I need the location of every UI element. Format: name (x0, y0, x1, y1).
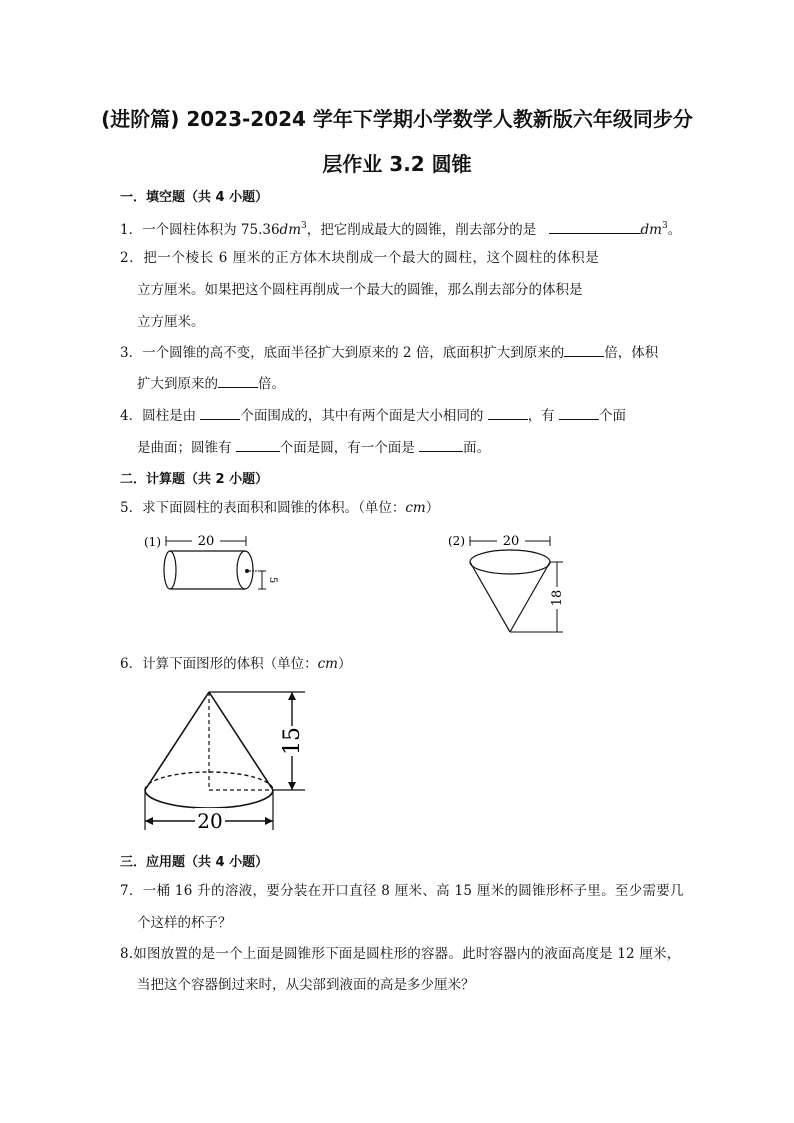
question-7-line1 (120, 881, 684, 901)
q2-number: 2． (120, 250, 144, 266)
page-title-line2: 层作业 3.2 圆锥 (322, 152, 472, 176)
q1-text-b: ，把它削成最大的圆锥，削去部分的是 (306, 222, 537, 238)
q3-blank-2[interactable] (218, 373, 258, 388)
cone-right-side (209, 692, 273, 790)
q7-line1: 一桶 16 升的溶液，要分装在开口直径 8 厘米、高 15 厘米的圆锥形杯子里。至少需要几 (142, 883, 684, 899)
q5-unit: cm (405, 500, 426, 516)
q6-unit: cm (317, 656, 338, 672)
fig1-right-end (237, 551, 253, 589)
q4-blank-2[interactable] (488, 405, 528, 420)
question-8-line2 (137, 975, 697, 995)
question-8-line1 (120, 944, 680, 964)
q3-line1-a: 一个圆锥的高不变，底面半径扩大到原来的 2 倍，底面积扩大到原来的 (142, 345, 565, 361)
page-title-line1: (进阶篇) 2023-2024 学年下学期小学数学人教新版六年级同步分 (101, 107, 693, 131)
cone-height-label: 15 (280, 727, 305, 755)
q4-number: 4． (120, 408, 143, 424)
q3-line1-b: 倍，体积 (604, 345, 659, 361)
q3-line2-a: 扩大到原来的 (137, 376, 218, 392)
q1-exponent: 3 (301, 221, 307, 231)
fig2-diameter-label: 20 (502, 534, 520, 549)
q4-line2-a: 是曲面；圆锥有 (137, 440, 232, 456)
fig1-radius-label: 5 (267, 576, 278, 584)
q2-line3: 立方厘米。 (137, 314, 205, 330)
q1-text-a: 一个圆柱体积为 75.36 (142, 222, 280, 238)
q4-line2-c: 面。 (463, 440, 491, 456)
q5-text: 求下面圆柱的表面积和圆锥的体积。（单位： (142, 500, 406, 516)
question-3-line1 (120, 342, 680, 363)
q6-number: 6． (120, 656, 143, 672)
question-2-line1 (120, 248, 680, 268)
q4-line2-b: 个面是圆，有一个面是 (279, 440, 415, 456)
q1-number: 1． (120, 222, 143, 238)
cone-left-side (145, 692, 209, 790)
q1-unit: dm (279, 222, 301, 238)
question-4-line2 (137, 437, 697, 458)
section-heading-application: 三．应用题（共 4 小题） (120, 855, 269, 870)
fig2-height-label: 18 (550, 589, 565, 607)
section-heading-calculation: 二．计算题（共 2 小题） (120, 472, 269, 487)
q6-text: 计算下面图形的体积（单位： (142, 656, 318, 672)
q4-blank-4[interactable] (236, 437, 280, 452)
q8-line2: 当把这个容器倒过来时，从尖部到液面的高是多少厘米？ (137, 977, 475, 993)
fig1-center-dot (245, 569, 249, 573)
question-5 (120, 498, 680, 518)
question-2-line3 (137, 312, 697, 332)
q6-close: ） (337, 656, 352, 672)
q5-close: ） (425, 500, 440, 516)
q4-blank-3[interactable] (559, 405, 599, 420)
q1-answer-blank[interactable] (549, 219, 641, 234)
q8-line1: 如图放置的是一个上面是圆锥形下面是圆柱形的容器。此时容器内的液面高度是 12 厘米， (133, 946, 681, 962)
q8-number: 8. (120, 946, 134, 962)
cone-base (145, 790, 273, 808)
figure-inverted-cone (445, 530, 575, 640)
q1-exponent-2: 3 (661, 221, 668, 231)
question-7-line2 (137, 913, 697, 933)
section-heading-fill-blank: 一．填空题（共 4 小题） (120, 190, 269, 205)
figure-upright-cone (135, 680, 315, 835)
cone-diameter-label: 20 (197, 809, 223, 833)
q2-line2: 立方厘米。如果把这个圆柱再削成一个最大的圆锥，那么削去部分的体积是 (137, 282, 583, 298)
q4-line1-a: 圆柱是由 (142, 408, 197, 424)
question-3-line2 (137, 373, 697, 394)
q4-blank-1[interactable] (200, 405, 240, 420)
fig1-left-end (164, 551, 176, 589)
fig2-base (470, 550, 550, 574)
q3-number: 3． (120, 345, 143, 361)
q4-line1-b: 个面围成的，其中有两个面是大小相同的 (240, 408, 484, 424)
figure-cylinder (140, 530, 280, 600)
q2-line1: 把一个棱长 6 厘米的正方体木块削成一个最大的圆柱，这个圆柱的体积是 (143, 250, 600, 266)
q4-blank-5[interactable] (419, 437, 463, 452)
question-1 (120, 216, 680, 240)
q4-line1-c: ，有 (527, 408, 555, 424)
question-6 (120, 654, 680, 674)
fig1-label: (1) (144, 535, 161, 549)
q1-unit-2: dm (640, 222, 662, 238)
q5-number: 5． (120, 500, 143, 516)
q3-line2-b: 倍。 (258, 376, 285, 392)
q3-blank-1[interactable] (564, 342, 604, 357)
q7-number: 7． (120, 883, 143, 899)
q7-line2: 个这样的杯子？ (137, 915, 232, 931)
question-2-line2 (137, 280, 697, 300)
fig1-length-label: 20 (197, 534, 215, 549)
q1-end: 。 (667, 222, 682, 238)
question-4-line1 (120, 405, 680, 426)
q4-line1-d: 个面 (598, 408, 626, 424)
fig2-label: (2) (448, 534, 465, 548)
